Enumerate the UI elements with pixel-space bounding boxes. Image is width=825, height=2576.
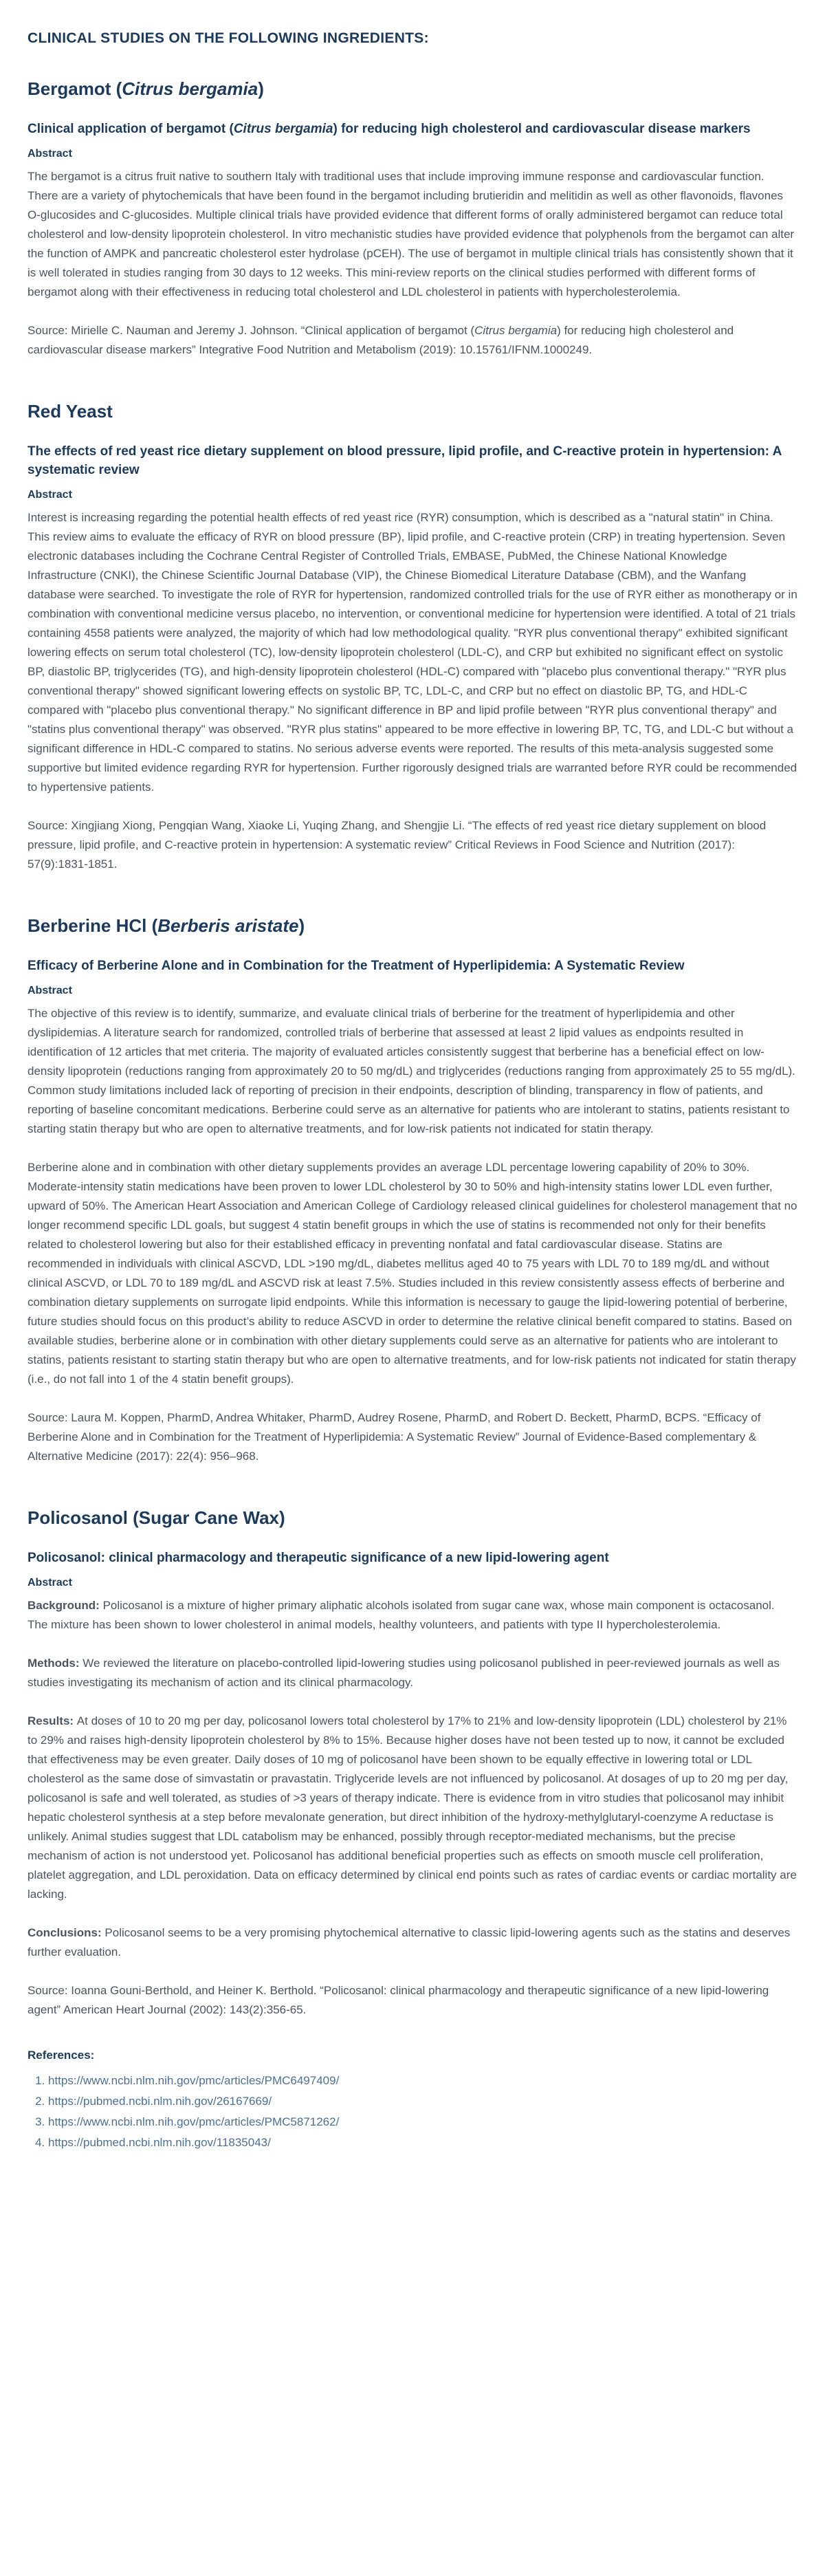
abstract-paragraphs <box>28 167 798 302</box>
study-title <box>28 957 798 976</box>
text-run: Background: <box>28 1598 103 1612</box>
reference-link[interactable]: https://www.ncbi.nlm.nih.gov/pmc/articles/PMC5871262/ <box>48 2115 340 2128</box>
text-run: Citrus bergamia <box>122 78 258 99</box>
ingredient-section <box>28 78 798 360</box>
abstract-paragraph <box>28 1158 798 1389</box>
text-run: Berberine HCl ( <box>28 915 158 936</box>
abstract-paragraph <box>28 167 798 302</box>
text-run: ) for reducing high cholesterol and cardiovascular disease markers” Integrative Food Nutrition and Metabolism (2019): 10.15761/IFNM.1000249. <box>28 323 734 356</box>
references-label: References: <box>28 2048 95 2062</box>
ingredient-section <box>28 401 798 874</box>
source-citation <box>28 1408 798 1466</box>
sections-container <box>28 78 798 2020</box>
reference-link[interactable]: https://pubmed.ncbi.nlm.nih.gov/26167669/ <box>48 2094 272 2108</box>
text-run: Efficacy of Berberine Alone and in Combination for the Treatment of Hyperlipidemia: A Systematic Review <box>28 958 685 973</box>
abstract-paragraph <box>28 508 798 797</box>
source-citation <box>28 321 798 360</box>
study-title <box>28 120 798 139</box>
text-run: The objective of this review is to identify, summarize, and evaluate clinical trials of berberine for the treatment of hyperlipidemia and other dyslipidemias. A literature search for randomized, controlled trials of berberine that assessed at least 2 lipid values as endpoints resulted in identification of 12 articles that met criteria. The majority of evaluated articles consistently suggest that berberine has a beneficial effect on low-density lipoprotein (reductions ranging from approximately 20 to 50 mg/dL) and triglycerides (reductions ranging from approximately 25 to 55 mg/dL). Common study limitations included lack of reporting of precision in their endpoints, description of blinding, transparency in flow of patients, and reporting of baseline concomitant medications. Berberine could serve as an alternative for patients who are intolerant to statins, patients resistant to starting statin therapy but who are open to alternative treatments, and for low-risk patients not indicated for statin therapy. <box>28 1006 795 1135</box>
ingredient-heading <box>28 915 798 937</box>
ingredient-heading <box>28 401 798 422</box>
abstract-label: Abstract <box>28 488 72 501</box>
text-run: At doses of 10 to 20 mg per day, policosanol lowers total cholesterol by 17% to 21% and low-density lipoprotein (LDL) cholesterol by 21% to 29% and raises high-density lipoprotein cholesterol by 8% to 15%. Because higher doses have not been tested up to now, it cannot be excluded that effectiveness may be even greater. Daily doses of 10 mg of policosanol have been shown to be equally effective in lowering total or LDL cholesterol as the same dose of simvastatin or pravastatin. Triglyceride levels are not influenced by policosanol. At dosages of up to 20 mg per day, policosanol is safe and well tolerated, as studies of >3 years of therapy indicate. There is evidence from in vitro studies that policosanol may inhibit hepatic cholesterol synthesis at a step before mevalonate generation, but direct inhibition of the hydroxy-methylglutaryl-coenzyme A reductase is unlikely. Animal studies suggest that LDL catabolism may be enhanced, possibly through receptor-mediated mechanisms, but the precise mechanism of action is not understood yet. Policosanol has additional beneficial properties such as effects on smooth muscle cell proliferation, platelet aggregation, and LDL peroxidation. Data on efficacy determined by clinical end points such as rates of cardiac events or cardiac mortality are lacking. <box>28 1714 797 1901</box>
ingredient-section <box>28 915 798 1466</box>
references-list <box>28 2071 798 2153</box>
study-title <box>28 443 798 480</box>
text-run: Bergamot ( <box>28 78 122 99</box>
study-title <box>28 1549 798 1568</box>
abstract-paragraphs <box>28 1004 798 1389</box>
ingredient-heading <box>28 1507 798 1529</box>
text-run: ) <box>298 915 305 936</box>
abstract-paragraph <box>28 1004 798 1139</box>
text-run: Berberine alone and in combination with other dietary supplements provides an average LDL percentage lowering capability of 20% to 30%. Moderate-intensity statin medications have been proven to lower LDL cholesterol by 30 to 50% and high-intensity statins lower LDL even further, upward of 50%. The American Heart Association and American College of Cardiology released clinical guidelines for cholesterol management that no longer recommend specific LDL goals, but suggest 4 statin benefit groups in which the use of statins is recommended not only for their benefits related to cholesterol lowering but also for their established efficacy in preventing nonfatal and fatal cardiovascular disease. Statins are recommended in individuals with clinical ASCVD, LDL >190 mg/dL, diabetes mellitus aged 40 to 75 years with LDL 70 to 189 mg/dL and without clinical ASCVD, or LDL 70 to 189 mg/dL and ASCVD risk at least 7.5%. Studies included in this review consistently assess effects of berberine and combination dietary supplements on surrogate lipid endpoints. While this information is necessary to gauge the lipid-lowering potential of berberine, future studies should focus on this product’s ability to reduce ASCVD in order to determine the relative clinical benefit compared to statins. Based on available studies, berberine alone or in combination with other dietary supplements could serve as an alternative for patients who are intolerant to statins, patients resistant to starting statin therapy but who are open to alternative treatments, and for low-risk patients not indicated for statin therapy (i.e., do not fall into 1 of the 4 statin benefit groups). <box>28 1160 798 1386</box>
abstract-paragraphs <box>28 1596 798 1962</box>
reference-link[interactable]: https://www.ncbi.nlm.nih.gov/pmc/articles/PMC6497409/ <box>48 2073 340 2087</box>
text-run: Citrus bergamia <box>474 323 558 337</box>
text-run: Berberis aristate <box>157 915 299 936</box>
abstract-label: Abstract <box>28 1576 72 1589</box>
source-citation <box>28 1981 798 2020</box>
text-run: We reviewed the literature on placebo-controlled lipid-lowering studies using policosanol published in peer-reviewed journals as well as studies investigating its mechanism of action and its clinical pharmacology. <box>28 1656 780 1689</box>
text-run: Policosanol is a mixture of higher primary aliphatic alcohols isolated from sugar cane wax, whose main component is octacosanol. The mixture has been shown to lower cholesterol in animal models, healthy volunteers, and patients with type II hypercholesterolemia. <box>28 1598 775 1631</box>
ingredient-heading <box>28 78 798 100</box>
text-run: Clinical application of bergamot ( <box>28 122 234 136</box>
text-run: Interest is increasing regarding the potential health effects of red yeast rice (RYR) consumption, which is described as a "natural statin" in China. This review aims to evaluate the efficacy of RYR on blood pressure (BP), lipid profile, and C-reactive protein (CRP) in treating hypertension. Seven electronic databases including the Cochrane Central Register of Controlled Trials, EMBASE, PubMed, the Chinese National Knowledge Infrastructure (CNKI), the Chinese Scientific Journal Database (VIP), the Chinese Biomedical Literature Database (CBM), and the Wanfang database were searched. To investigate the role of RYR for hypertension, randomized controlled trials for the use of RYR either as monotherapy or in combination with conventional medicine versus placebo, no intervention, or conventional medicine for hypertension were identified. A total of 21 trials containing 4558 patients were analyzed, the majority of which had low methodological quality. "RYR plus conventional therapy" exhibited significant lowering effects on serum total cholesterol (TC), low-density lipoprotein cholesterol (LDL-C), and CRP but exhibited no significant effect on systolic BP, diastolic BP, triglycerides (TG), and high-density lipoprotein cholesterol (HDL-C) compared with "placebo plus conventional therapy." "RYR plus conventional therapy" showed significant lowering effects on systolic BP, TC, LDL-C, and CRP but no effect on diastolic BP, TG, and HDL-C compared with "placebo plus conventional therapy." No significant difference in BP and lipid profile between "RYR plus conventional therapy" and "statins plus conventional therapy" was observed. "RYR plus statins" appeared to be more effective in lowering BP, TC, TG, and LDL-C but without a significant difference in HDL-C compared to statins. No serious adverse events were reported. The results of this meta-analysis suggested some supportive but limited evidence regarding RYR for hypertension. Further rigorously designed trials are warranted before RYR could be recommended to hypertensive patients. <box>28 510 798 794</box>
source-citation <box>28 816 798 874</box>
text-run: Policosanol (Sugar Cane Wax) <box>28 1507 285 1528</box>
text-run: The bergamot is a citrus fruit native to southern Italy with traditional uses that include improving immune response and cardiovascular function. There are a variety of phytochemicals that have been found in the bergamot including brutieridin and melitidin as well as other flavonoids, flavones O-glucosides and C-glucosides. Multiple clinical trials have provided evidence that different forms of orally administered bergamot can reduce total cholesterol and low-density lipoprotein cholesterol. In vitro mechanistic studies have provided evidence that polyphenols from the bergamot can alter the function of AMPK and pancreatic cholesterol ester hydrolase (pCEH). The use of bergamot in multiple clinical trials has consistently shown that it is well tolerated in studies ranging from 30 days to 12 weeks. This mini-review reports on the clinical studies performed with different forms of bergamot along with their effectiveness in reducing total cholesterol and LDL cholesterol in patients with hypercholesterolemia. <box>28 169 795 298</box>
abstract-paragraph <box>28 1654 798 1692</box>
text-run: Citrus bergamia <box>233 122 333 136</box>
abstract-paragraph <box>28 1923 798 1962</box>
abstract-label: Abstract <box>28 147 72 160</box>
ingredient-section <box>28 1507 798 2020</box>
abstract-paragraph <box>28 1596 798 1635</box>
abstract-paragraphs <box>28 508 798 797</box>
text-run: Results: <box>28 1714 77 1727</box>
text-run: ) <box>258 78 264 99</box>
text-run: Methods: <box>28 1656 83 1670</box>
text-run: Source: Xingjiang Xiong, Pengqian Wang, Xiaoke Li, Yuqing Zhang, and Shengjie Li. “The effects of red yeast rice dietary supplement on blood pressure, lipid profile, and C-reactive protein in hypertension: A systematic review” Critical Reviews in Food Science and Nutrition (2017): 57(9):1831-1851. <box>28 818 767 871</box>
text-run: Conclusions: <box>28 1925 105 1939</box>
text-run: Source: Mirielle C. Nauman and Jeremy J. Johnson. “Clinical application of bergamot ( <box>28 323 475 337</box>
reference-item <box>48 2071 798 2091</box>
text-run: The effects of red yeast rice dietary supplement on blood pressure, lipid profile, and C-reactive protein in hypertension: A systematic review <box>28 444 782 477</box>
abstract-label: Abstract <box>28 984 72 996</box>
text-run: Source: Ioanna Gouni-Berthold, and Heiner K. Berthold. “Policosanol: clinical pharmacology and therapeutic significance of a new lipid-lowering agent” American Heart Journal (2002): 143(2):356-65. <box>28 1983 769 2016</box>
reference-item <box>48 2112 798 2132</box>
reference-item <box>48 2091 798 2112</box>
page-title: CLINICAL STUDIES ON THE FOLLOWING INGREDIENTS: <box>28 30 429 46</box>
text-run: ) for reducing high cholesterol and cardiovascular disease markers <box>333 122 751 136</box>
text-run: Red Yeast <box>28 400 113 422</box>
abstract-paragraph <box>28 1712 798 1904</box>
reference-item <box>48 2132 798 2153</box>
text-run: Source: Laura M. Koppen, PharmD, Andrea Whitaker, PharmD, Audrey Rosene, PharmD, and Robert D. Beckett, PharmD, BCPS. “Efficacy of Berberine Alone and in Combination for the Treatment of Hyperlipidemia: A Systematic Review” Journal of Evidence-Based complementary & Alternative Medicine (2017): 22(4): 956–968. <box>28 1410 761 1463</box>
text-run: Policosanol: clinical pharmacology and therapeutic significance of a new lipid-lowering agent <box>28 1550 609 1565</box>
references-section <box>28 2049 798 2153</box>
reference-link[interactable]: https://pubmed.ncbi.nlm.nih.gov/11835043/ <box>48 2135 271 2149</box>
text-run: Policosanol seems to be a very promising phytochemical alternative to classic lipid-lowering agents such as the statins and deserves further evaluation. <box>28 1925 791 1958</box>
